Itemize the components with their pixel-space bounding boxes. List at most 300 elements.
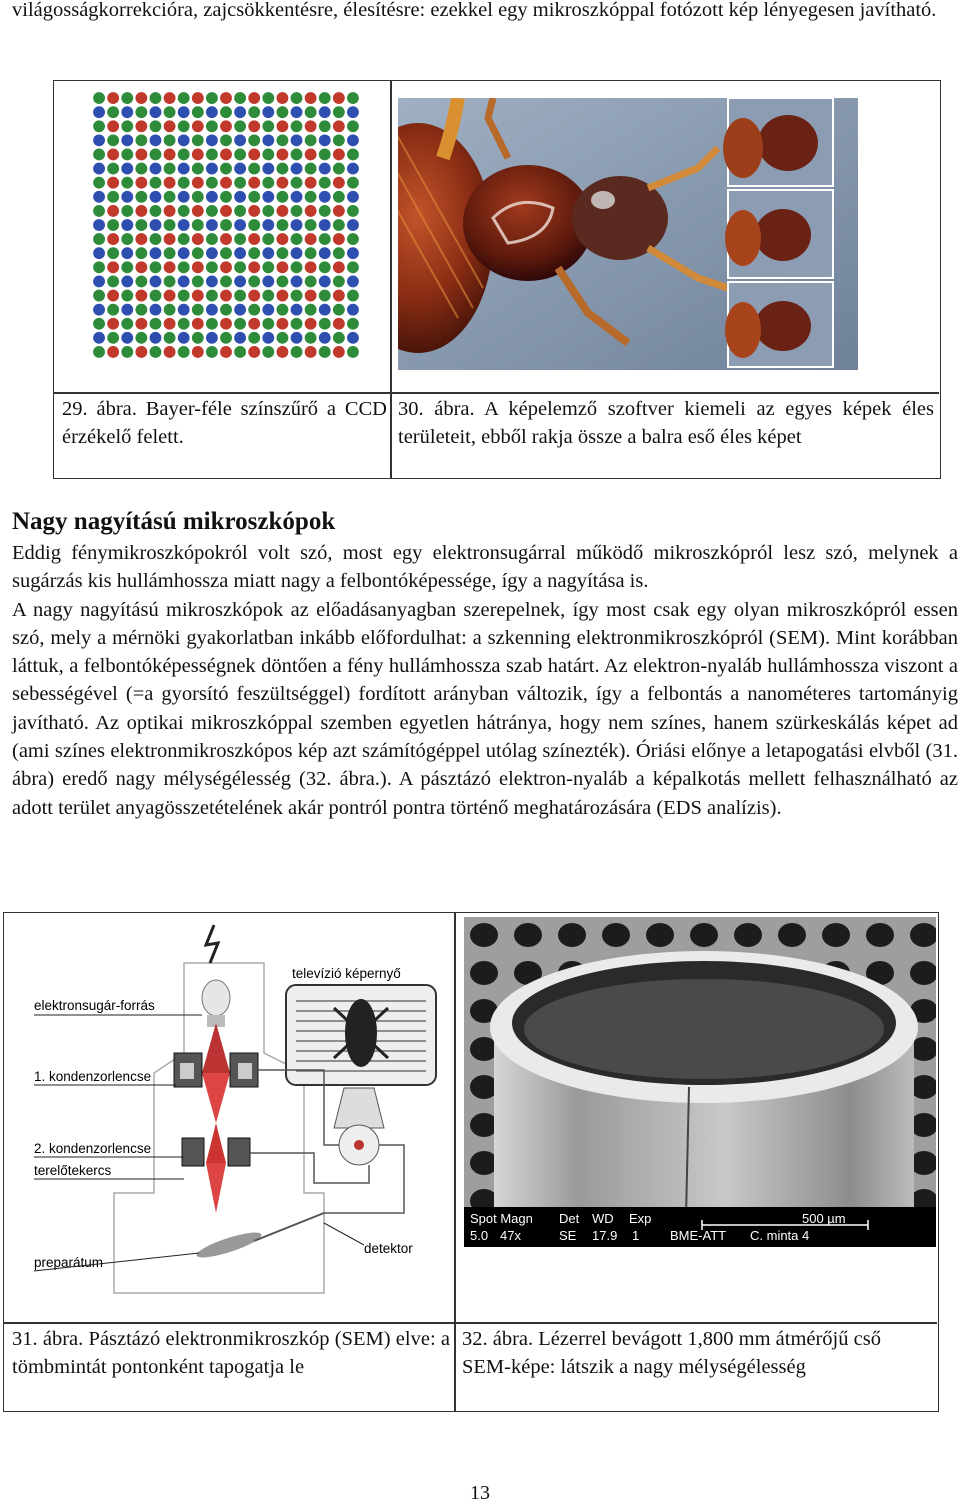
bayer-pixel: [220, 191, 232, 203]
bayer-pixel: [121, 219, 133, 231]
bayer-pixel: [248, 106, 260, 118]
bayer-pixel: [248, 120, 260, 132]
bayer-pixel: [107, 290, 119, 302]
bayer-pixel: [150, 290, 162, 302]
bayer-pixel: [192, 275, 204, 287]
bayer-pixel: [276, 304, 288, 316]
bayer-pixel: [276, 106, 288, 118]
bayer-pixel: [107, 219, 119, 231]
bayer-pixel: [333, 205, 345, 217]
bayer-pixel: [262, 275, 274, 287]
bayer-pixel: [121, 233, 133, 245]
bayer-pixel: [291, 346, 303, 358]
bayer-pixel: [234, 106, 246, 118]
bayer-pixel: [93, 290, 105, 302]
bayer-pixel: [121, 106, 133, 118]
bayer-pixel: [262, 332, 274, 344]
bayer-pixel: [305, 134, 317, 146]
bayer-pixel: [262, 163, 274, 175]
bayer-pixel: [121, 304, 133, 316]
bayer-pixel: [347, 346, 359, 358]
bayer-pixel: [291, 134, 303, 146]
bayer-pixel: [178, 233, 190, 245]
bayer-pixel: [305, 92, 317, 104]
bayer-pixel: [248, 177, 260, 189]
bayer-pixel: [347, 318, 359, 330]
bayer-pixel: [93, 92, 105, 104]
bayer-pixel: [262, 134, 274, 146]
databar-scale: 500 µm: [802, 1211, 846, 1226]
bayer-pixel: [220, 134, 232, 146]
bayer-pixel: [248, 219, 260, 231]
bayer-pixel: [319, 106, 331, 118]
bayer-pixel: [291, 219, 303, 231]
bayer-pixel: [206, 290, 218, 302]
bayer-pixel: [135, 120, 147, 132]
bayer-pixel: [192, 106, 204, 118]
bayer-pixel: [121, 318, 133, 330]
bayer-pixel: [305, 261, 317, 273]
bayer-pixel: [276, 149, 288, 161]
bayer-pixel: [333, 247, 345, 259]
bayer-pixel: [164, 261, 176, 273]
bayer-pixel: [262, 346, 274, 358]
bayer-pixel: [262, 247, 274, 259]
bayer-pixel: [347, 261, 359, 273]
bayer-pixel: [192, 332, 204, 344]
bayer-pixel: [121, 261, 133, 273]
bayer-pixel: [121, 332, 133, 344]
bayer-pixel: [248, 247, 260, 259]
bayer-pixel: [248, 275, 260, 287]
bayer-pixel: [333, 233, 345, 245]
bayer-pixel: [178, 318, 190, 330]
section-heading: Nagy nagyítású mikroszkópok: [12, 508, 336, 535]
bayer-pixel: [220, 106, 232, 118]
bayer-pixel: [93, 205, 105, 217]
bayer-pixel: [206, 304, 218, 316]
bayer-pixel: [192, 163, 204, 175]
bayer-pixel: [107, 233, 119, 245]
bayer-pixel: [107, 92, 119, 104]
figure-table-top: [53, 80, 941, 479]
bayer-pixel: [192, 205, 204, 217]
bayer-pixel: [206, 177, 218, 189]
sem-principle-diagram: [24, 923, 449, 1308]
label-screen: televízió képernyő: [292, 966, 401, 981]
bayer-pixel: [164, 275, 176, 287]
bayer-pixel: [121, 149, 133, 161]
table-divider: [4, 1322, 937, 1324]
bayer-pixel: [248, 261, 260, 273]
bayer-pixel: [262, 106, 274, 118]
bayer-pixel: [291, 120, 303, 132]
bayer-pixel: [347, 177, 359, 189]
bayer-pixel: [107, 177, 119, 189]
bayer-pixel: [206, 233, 218, 245]
databar-wd: WD: [592, 1211, 614, 1226]
bayer-pixel: [107, 318, 119, 330]
bayer-pixel: [178, 219, 190, 231]
table-divider: [454, 913, 456, 1411]
bayer-pixel: [305, 106, 317, 118]
bayer-pixel: [121, 134, 133, 146]
bayer-pixel: [305, 346, 317, 358]
bayer-pixel: [220, 318, 232, 330]
bayer-pixel: [135, 346, 147, 358]
bayer-pixel: [107, 120, 119, 132]
bayer-pixel: [93, 247, 105, 259]
bayer-pixel: [276, 261, 288, 273]
bayer-pixel: [333, 177, 345, 189]
bayer-pixel: [121, 290, 133, 302]
bayer-pixel: [248, 191, 260, 203]
bayer-pixel: [305, 191, 317, 203]
bayer-pixel: [291, 275, 303, 287]
bayer-pixel: [276, 346, 288, 358]
bayer-pixel: [319, 177, 331, 189]
bayer-pixel: [291, 318, 303, 330]
bayer-pixel: [248, 318, 260, 330]
bayer-pixel: [107, 191, 119, 203]
bayer-pixel: [234, 177, 246, 189]
bayer-pixel: [220, 290, 232, 302]
databar-exp: Exp: [629, 1211, 652, 1226]
bayer-pixel: [262, 290, 274, 302]
bayer-pixel: [319, 219, 331, 231]
bayer-pixel: [234, 346, 246, 358]
bayer-pixel: [178, 177, 190, 189]
bayer-pixel: [291, 290, 303, 302]
bayer-pixel: [164, 233, 176, 245]
bayer-pixel: [178, 134, 190, 146]
bayer-pixel: [164, 304, 176, 316]
bayer-pixel: [135, 191, 147, 203]
bayer-pixel: [150, 275, 162, 287]
bayer-pixel: [333, 120, 345, 132]
bayer-pixel: [262, 261, 274, 273]
bayer-pixel: [192, 120, 204, 132]
bayer-pixel: [333, 92, 345, 104]
bayer-pixel: [192, 290, 204, 302]
bayer-pixel: [347, 163, 359, 175]
bayer-pixel: [262, 177, 274, 189]
bayer-pixel: [93, 134, 105, 146]
bayer-pixel: [150, 247, 162, 259]
bayer-pixel: [347, 120, 359, 132]
bayer-pixel: [333, 149, 345, 161]
bayer-pixel: [206, 149, 218, 161]
bayer-pixel: [164, 318, 176, 330]
bayer-pixel: [107, 149, 119, 161]
bayer-pixel: [135, 92, 147, 104]
bayer-pixel: [206, 120, 218, 132]
sem-diagram-svg: [24, 923, 449, 1308]
thumbnail-3: [725, 282, 833, 367]
bayer-pixel: [121, 177, 133, 189]
bayer-pixel: [347, 304, 359, 316]
bayer-pixel: [107, 275, 119, 287]
sem-tube-svg: [464, 917, 936, 1317]
bayer-pixel: [135, 247, 147, 259]
bayer-pixel: [107, 304, 119, 316]
bayer-pixel: [234, 318, 246, 330]
bayer-pixel: [291, 106, 303, 118]
bayer-pixel: [93, 120, 105, 132]
bayer-pixel: [164, 247, 176, 259]
figure-table-bottom: [3, 912, 939, 1412]
bayer-pixel: [276, 219, 288, 231]
bayer-pixel: [291, 149, 303, 161]
bayer-pixel: [262, 120, 274, 132]
bayer-pixel: [93, 318, 105, 330]
fig30-caption: 30. ábra. A képelemző szoftver kiemeli az egyes képek éles területeit, ebből rakja össze a balra eső éles képet: [398, 398, 934, 449]
bayer-pixel: [178, 191, 190, 203]
beetle-svg: [398, 98, 858, 370]
bayer-pixel: [164, 205, 176, 217]
bayer-pixel: [135, 149, 147, 161]
bayer-pixel: [178, 149, 190, 161]
bayer-pixel: [234, 247, 246, 259]
bayer-pixel: [150, 304, 162, 316]
bayer-pixel: [192, 134, 204, 146]
bayer-pixel: [347, 332, 359, 344]
fig31-caption: 31. ábra. Pásztázó elektronmikroszkóp (SEM) elve: a tömbmintát pontonként tapogatja le: [12, 1328, 450, 1379]
bayer-pixel: [276, 205, 288, 217]
databar-sample: C. minta 4: [750, 1228, 810, 1243]
bayer-pixel: [248, 134, 260, 146]
bayer-pixel: [220, 261, 232, 273]
bayer-pixel: [347, 205, 359, 217]
bayer-pixel: [220, 219, 232, 231]
bayer-pixel: [347, 106, 359, 118]
databar-wd-value: 17.9: [592, 1228, 618, 1243]
bayer-pixel: [347, 233, 359, 245]
bayer-pixel: [220, 275, 232, 287]
bayer-pixel: [206, 275, 218, 287]
bayer-pixel: [291, 163, 303, 175]
bayer-pixel: [234, 219, 246, 231]
intro-paragraph: világosságkorrekcióra, zajcsökkentésre, élesítésre: ezekkel egy mikroszkóppal fotózott kép lényegesen javítható.: [12, 0, 937, 21]
bayer-pixel: [192, 304, 204, 316]
bayer-pixel: [178, 92, 190, 104]
bayer-pixel: [305, 290, 317, 302]
bayer-pixel: [206, 191, 218, 203]
bayer-pixel: [164, 92, 176, 104]
bayer-pixel: [164, 163, 176, 175]
databar-lab: BME-ATT: [670, 1228, 727, 1243]
bayer-pixel: [347, 247, 359, 259]
bayer-pixel: [150, 149, 162, 161]
bayer-pixel: [206, 318, 218, 330]
bayer-pixel: [333, 191, 345, 203]
bayer-pixel: [333, 106, 345, 118]
bayer-pixel: [192, 149, 204, 161]
sem-tube-image: [464, 917, 936, 1317]
bayer-pixel: [305, 120, 317, 132]
bayer-pixel: [234, 290, 246, 302]
bayer-pixel: [93, 177, 105, 189]
bayer-pixel: [262, 205, 274, 217]
bayer-pixel: [164, 149, 176, 161]
bayer-pixel: [319, 163, 331, 175]
page-number: 13: [470, 1482, 490, 1504]
bayer-pixel: [121, 346, 133, 358]
bayer-pixel: [121, 247, 133, 259]
bayer-pixel: [305, 163, 317, 175]
bayer-pixel: [319, 318, 331, 330]
bayer-pixel: [135, 177, 147, 189]
bayer-pixel: [121, 275, 133, 287]
bayer-pixel: [93, 275, 105, 287]
bayer-pixel: [220, 346, 232, 358]
body-paragraph-1: Eddig fénymikroszkópokról volt szó, most egy elektronsugárral működő mikroszkópról lesz szó, melynek a sugárzás kis hullámhossza miatt nagy a felbontóképessége, így a nagyítása is.: [12, 542, 958, 593]
bayer-pixel: [248, 233, 260, 245]
bayer-pixel: [135, 261, 147, 273]
bayer-pixel: [178, 346, 190, 358]
bayer-pixel: [121, 205, 133, 217]
label-deflector: terelőtekercs: [34, 1163, 112, 1178]
bayer-pixel: [291, 233, 303, 245]
label-detector: detektor: [364, 1241, 413, 1256]
bayer-pixel: [220, 304, 232, 316]
bayer-pixel: [150, 318, 162, 330]
thumbnail-2: [725, 190, 833, 278]
bayer-pixel: [319, 149, 331, 161]
bayer-pixel: [206, 247, 218, 259]
table-divider: [54, 392, 939, 394]
bayer-pixel: [135, 163, 147, 175]
databar-det-value: SE: [559, 1228, 577, 1243]
bayer-pixel: [319, 134, 331, 146]
bayer-pixel: [347, 191, 359, 203]
bayer-pixel: [262, 318, 274, 330]
bayer-pixel: [206, 106, 218, 118]
bayer-pixel: [178, 275, 190, 287]
bayer-pixel: [93, 219, 105, 231]
bayer-pixel: [178, 290, 190, 302]
bayer-pixel: [93, 304, 105, 316]
bayer-pixel: [276, 275, 288, 287]
bayer-pixel: [150, 233, 162, 245]
bayer-pixel: [333, 219, 345, 231]
bayer-pixel: [150, 163, 162, 175]
bayer-pixel: [164, 346, 176, 358]
bayer-pixel: [291, 261, 303, 273]
bayer-pixel: [107, 346, 119, 358]
databar-exp-value: 1: [632, 1228, 640, 1243]
bayer-pixel: [164, 290, 176, 302]
bayer-pixel: [178, 163, 190, 175]
bayer-pixel: [178, 304, 190, 316]
bayer-pixel: [178, 205, 190, 217]
bayer-pixel: [234, 261, 246, 273]
bayer-pixel: [150, 106, 162, 118]
table-divider: [390, 81, 392, 478]
bayer-pixel: [305, 219, 317, 231]
bayer-pixel: [305, 205, 317, 217]
bayer-pixel: [262, 191, 274, 203]
beetle-focus-stack-image: [398, 98, 858, 370]
bayer-pixel: [164, 134, 176, 146]
bayer-pixel: [107, 134, 119, 146]
bayer-pixel: [93, 149, 105, 161]
bayer-pixel: [192, 261, 204, 273]
bayer-pixel: [248, 290, 260, 302]
bayer-pixel: [192, 177, 204, 189]
bayer-pixel: [291, 304, 303, 316]
bayer-pixel: [276, 290, 288, 302]
fig29-caption: 29. ábra. Bayer-féle színszűrő a CCD érzékelő felett.: [62, 398, 387, 449]
bayer-pixel: [150, 134, 162, 146]
bayer-pixel: [262, 233, 274, 245]
bayer-pixel: [135, 219, 147, 231]
bayer-pixel: [178, 332, 190, 344]
bayer-pixel: [107, 163, 119, 175]
bayer-pixel: [135, 290, 147, 302]
bayer-pixel: [178, 106, 190, 118]
bayer-pixel: [291, 205, 303, 217]
bayer-pixel: [150, 346, 162, 358]
bayer-pixel: [121, 120, 133, 132]
bayer-pixel: [192, 191, 204, 203]
bayer-pixel: [276, 163, 288, 175]
bayer-pixel: [347, 290, 359, 302]
bayer-pixel: [262, 92, 274, 104]
bayer-pixel: [234, 134, 246, 146]
bayer-pixel: [192, 233, 204, 245]
databar-spot: 5.0: [470, 1228, 489, 1243]
bayer-pixel: [319, 92, 331, 104]
databar-det: Det: [559, 1211, 580, 1226]
bayer-pixel: [333, 163, 345, 175]
bayer-pixel: [333, 134, 345, 146]
bayer-pixel: [220, 149, 232, 161]
bayer-pixel: [347, 219, 359, 231]
bayer-pixel: [305, 275, 317, 287]
bayer-pixel: [347, 149, 359, 161]
bayer-pixel: [220, 120, 232, 132]
bayer-pixel: [319, 233, 331, 245]
bayer-pixel: [291, 191, 303, 203]
bayer-pixel: [347, 275, 359, 287]
bayer-pixel: [206, 163, 218, 175]
bayer-pixel: [107, 332, 119, 344]
bayer-filter-svg: [92, 91, 360, 359]
bayer-pixel: [262, 304, 274, 316]
bayer-pixel: [220, 247, 232, 259]
bayer-pixel: [234, 205, 246, 217]
bayer-pixel: [150, 177, 162, 189]
bayer-pixel: [305, 318, 317, 330]
databar-spot-magn: Spot Magn: [470, 1211, 533, 1226]
bayer-pixel: [248, 205, 260, 217]
bayer-pixel: [164, 219, 176, 231]
bayer-pixel: [291, 177, 303, 189]
bayer-pixel: [319, 332, 331, 344]
bayer-pixel: [164, 332, 176, 344]
bayer-pixel: [234, 233, 246, 245]
bayer-pixel: [135, 275, 147, 287]
bayer-pixel: [234, 92, 246, 104]
bayer-pixel: [150, 205, 162, 217]
bayer-pixel: [248, 332, 260, 344]
label-specimen: preparátum: [34, 1255, 104, 1270]
bayer-pixel: [262, 219, 274, 231]
bayer-filter-image: [92, 91, 360, 359]
bayer-pixel: [234, 191, 246, 203]
body-text: [12, 539, 958, 822]
